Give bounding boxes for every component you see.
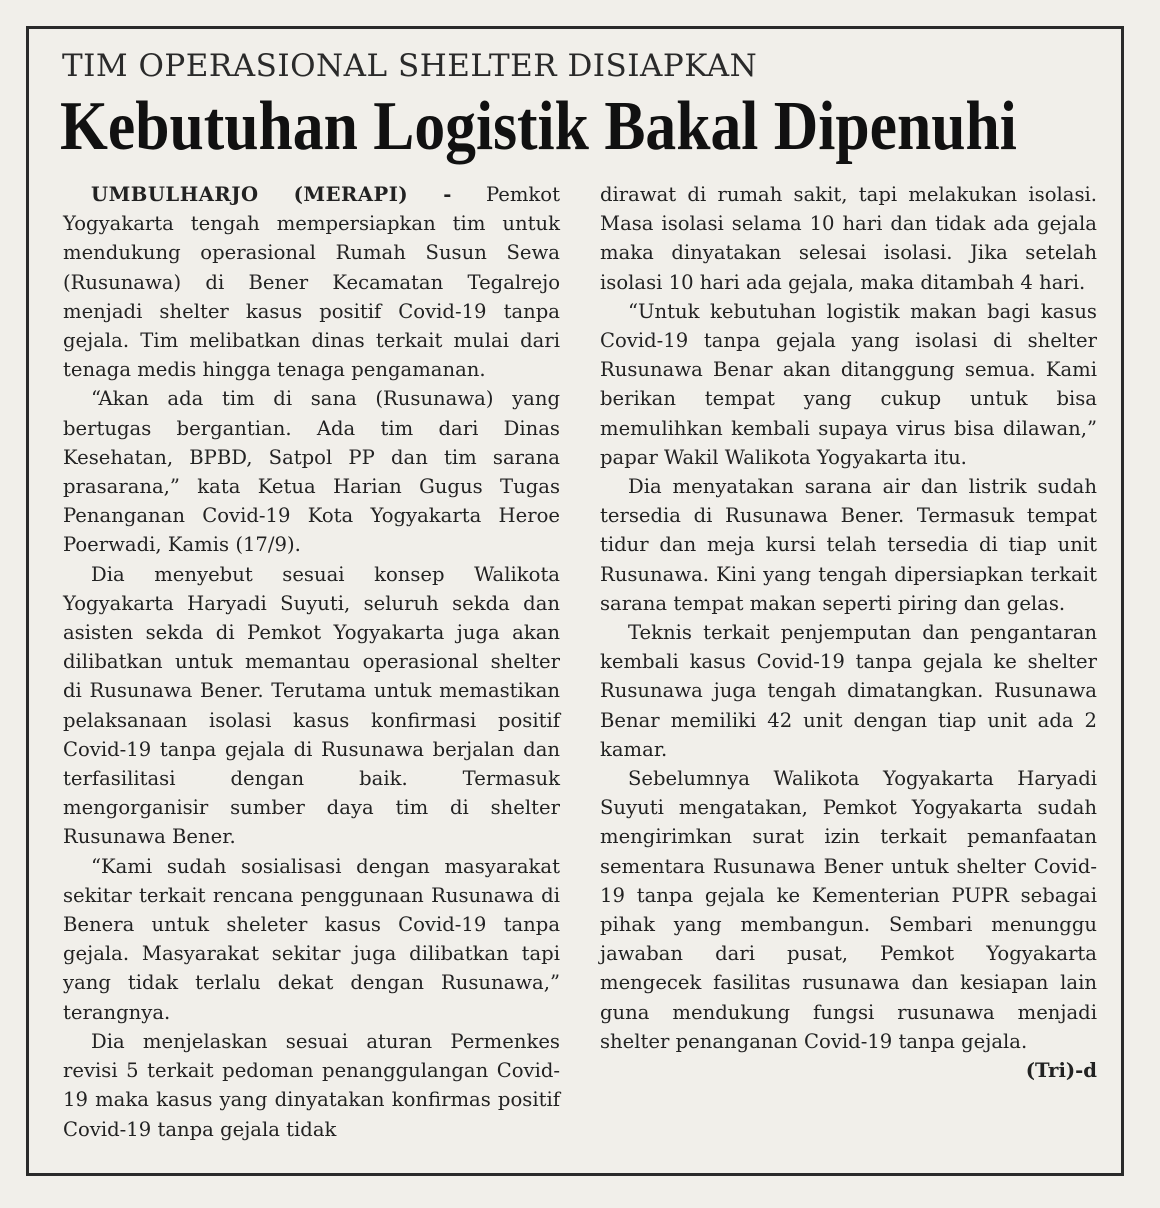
right-column [600, 180, 1097, 1085]
article-headline: Kebutuhan Logistik Bakal Dipenuhi [60, 88, 1017, 165]
paragraph-9: Teknis terkait penjemputan dan pengantaran kembali kasus Covid-19 tanpa gejala ke shelter Rusunawa juga tengah dimatangkan. Rusunawa Benar memiliki 42 unit dengan tiap unit ada 2 kamar. [600, 621, 1097, 761]
paragraph-7: “Untuk kebutuhan logistik makan bagi kasus Covid-19 tanpa gejala yang isolasi di shelter Rusunawa Benar akan ditanggung semua. Kami berikan tempat yang cukup untuk bisa memulihkan kembali supaya virus bisa dilawan,” papar Wakil Walikota Yogyakarta itu. [600, 299, 1097, 469]
paragraph-6: dirawat di rumah sakit, tapi melakukan isolasi. Masa isolasi selama 10 hari dan tidak ada gejala maka dinyatakan selesai isolasi. Jika setelah isolasi 10 hari ada gejala, maka ditambah 4 hari. [600, 183, 1097, 294]
author-signature: (Tri)-d [1025, 1059, 1097, 1083]
paragraph-10 [600, 764, 1097, 1083]
paragraph-4: “Kami sudah sosialisasi dengan masyarakat sekitar terkait rencana penggunaan Rusunawa di Benera untuk sheleter kasus Covid-19 tanpa gejala. Masyarakat sekitar juga dilibatkan tapi yang tidak terlalu dekat dengan Rusunawa,” terangnya. [63, 854, 560, 1024]
article-kicker: TIM OPERASIONAL SHELTER DISIAPKAN [62, 48, 758, 84]
dateline: UMBULHARJO (MERAPI) - [91, 183, 452, 206]
paragraph-1-text: Pemkot Yogyakarta tengah mempersiapkan tim untuk mendukung operasional Rumah Susun Sewa (Rusunawa) di Bener Kecamatan Tegalrejo menjadi shelter kasus positif Covid-19 tanpa gejala. Tim melibatkan dinas terkait mulai dari tenaga medis hingga tenaga pengamanan. [63, 183, 560, 382]
paragraph-3: Dia menyebut sesuai konsep Walikota Yogyakarta Haryadi Suyuti, seluruh sekda dan asisten sekda di Pemkot Yogyakarta juga akan dilibatkan untuk memantau operasional shelter di Rusunawa Bener. Terutama untuk memastikan pelaksanaan isolasi kasus konfirmasi positif Covid-19 tanpa gejala di Rusunawa berjalan dan terfasilitasi dengan baik. Termasuk mengorganisir sumber daya tim di shelter Rusunawa Bener. [63, 562, 560, 849]
left-column [63, 180, 560, 1144]
paragraph-5: Dia menjelaskan sesuai aturan Permenkes revisi 5 terkait pedoman penanggulangan Covid-19 maka kasus yang dinyatakan konfirmas positif Covid-19 tanpa gejala tidak [63, 1029, 560, 1141]
paragraph-1 [63, 180, 560, 384]
paragraph-10-text: Sebelumnya Walikota Yogyakarta Haryadi Suyuti mengatakan, Pemkot Yogyakarta sudah mengirimkan surat izin terkait pemanfaatan sementara Rusunawa Bener untuk shelter Covid-19 tanpa gejala ke Kementerian PUPR sebagai pihak yang membangun. Sembari menunggu jawaban dari pusat, Pemkot Yogyakarta mengecek fasilitas rusunawa dan kesiapan lain guna mendukung fungsi rusunawa menjadi shelter penanganan Covid-19 tanpa gejala. [600, 767, 1097, 1053]
paragraph-2: “Akan ada tim di sana (Rusunawa) yang bertugas bergantian. Ada tim dari Dinas Kesehatan, BPBD, Satpol PP dan tim sarana prasarana,” kata Ketua Harian Gugus Tugas Penanganan Covid-19 Kota Yogyakarta Heroe Poerwadi, Kamis (17/9). [63, 387, 560, 557]
paragraph-8: Dia menyatakan sarana air dan listrik sudah tersedia di Rusunawa Bener. Termasuk tempat tidur dan meja kursi telah tersedia di tiap unit Rusunawa. Kini yang tengah dipersiapkan terkait sarana tempat makan seperti piring dan gelas. [600, 475, 1097, 615]
